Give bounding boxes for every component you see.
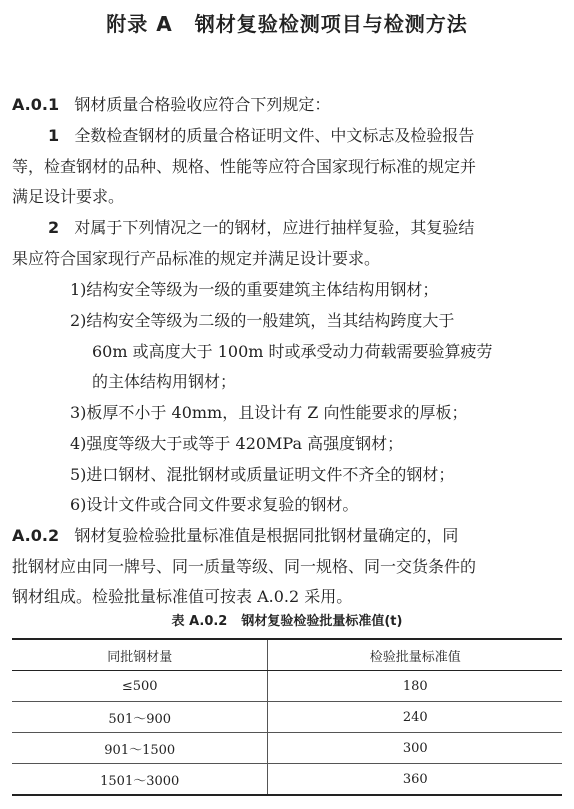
subitem-2-line-1 bbox=[70, 311, 454, 331]
subitem-number: 4) bbox=[70, 434, 87, 453]
subitem-text: 强度等级大于或等于 420MPa 高强度钢材； bbox=[86, 434, 404, 453]
subitem-number: 3) bbox=[70, 403, 87, 422]
subitem-number: 6) bbox=[70, 495, 87, 514]
cell-batch-quantity: ≤500 bbox=[12, 671, 268, 702]
cell-standard-value: 180 bbox=[268, 671, 562, 702]
table-row bbox=[12, 764, 562, 796]
table-title: 钢材复验检验批量标准值(t) bbox=[241, 614, 403, 629]
subitem-5 bbox=[70, 465, 454, 485]
cell-standard-value: 300 bbox=[268, 733, 562, 764]
item-text: 对属于下列情况之一的钢材，应进行抽样复验，其复验结 bbox=[74, 218, 475, 237]
item-1-line-2: 等，检查钢材的品种、规格、性能等应符合国家现行标准的规定并 bbox=[12, 157, 477, 176]
cell-standard-value: 240 bbox=[268, 702, 562, 733]
table-row bbox=[12, 702, 562, 733]
appendix-title bbox=[0, 8, 574, 37]
item-2-line-2: 果应符合国家现行产品标准的规定并满足设计要求。 bbox=[12, 249, 381, 268]
table-row bbox=[12, 671, 562, 702]
subitem-number: 2) bbox=[70, 311, 87, 330]
subitem-3 bbox=[70, 403, 468, 423]
header-batch-quantity: 同批钢材量 bbox=[12, 639, 268, 671]
subitem-number: 1) bbox=[70, 280, 87, 299]
clause-text: 钢材复验检验批量标准值是根据同批钢材量确定的，同 bbox=[74, 526, 459, 545]
item-2-line-1 bbox=[48, 218, 474, 238]
clause-a02-line-1 bbox=[12, 526, 458, 546]
item-1-line-1 bbox=[48, 126, 474, 146]
cell-batch-quantity: 901～1500 bbox=[12, 733, 268, 764]
clause-text: 钢材质量合格验收应符合下列规定： bbox=[74, 95, 331, 114]
subitem-2-line-2: 60m 或高度大于 100m 时或承受动力荷载需要验算疲劳 bbox=[92, 342, 493, 361]
item-number: 1 bbox=[48, 126, 60, 145]
table-row bbox=[12, 733, 562, 764]
clause-a01-heading bbox=[12, 95, 330, 115]
subitem-number: 5) bbox=[70, 465, 87, 484]
batch-standard-table bbox=[12, 638, 562, 796]
appendix-heading: 钢材复验检测项目与检测方法 bbox=[194, 12, 468, 36]
table-header-row bbox=[12, 639, 562, 671]
subitem-2-line-3: 的主体结构用钢材； bbox=[92, 372, 237, 391]
clause-a02-line-3: 钢材组成。检验批量标准值可按表 A.0.2 采用。 bbox=[12, 587, 353, 606]
subitem-text: 进口钢材、混批钢材或质量证明文件不齐全的钢材； bbox=[86, 465, 455, 484]
item-text: 全数检查钢材的质量合格证明文件、中文标志及检验报告 bbox=[74, 126, 475, 145]
header-standard-value: 检验批量标准值 bbox=[268, 639, 562, 671]
subitem-text: 结构安全等级为二级的一般建筑，当其结构跨度大于 bbox=[86, 311, 455, 330]
clause-number: A.0.2 bbox=[12, 526, 60, 545]
clause-a02-line-2: 批钢材应由同一牌号、同一质量等级、同一规格、同一交货条件的 bbox=[12, 557, 477, 576]
subitem-6 bbox=[70, 495, 358, 515]
cell-standard-value: 360 bbox=[268, 764, 562, 796]
appendix-label: 附录 A bbox=[106, 12, 173, 36]
subitem-text: 板厚不小于 40mm，且设计有 Z 向性能要求的厚板； bbox=[86, 403, 468, 422]
cell-batch-quantity: 501～900 bbox=[12, 702, 268, 733]
table-number: 表 A.0.2 bbox=[171, 614, 228, 629]
subitem-text: 结构安全等级为一级的重要建筑主体结构用钢材； bbox=[86, 280, 439, 299]
subitem-1 bbox=[70, 280, 438, 300]
table-caption bbox=[0, 610, 574, 629]
subitem-4 bbox=[70, 434, 403, 454]
item-number: 2 bbox=[48, 218, 60, 237]
clause-number: A.0.1 bbox=[12, 95, 60, 114]
cell-batch-quantity: 1501～3000 bbox=[12, 764, 268, 796]
subitem-text: 设计文件或合同文件要求复验的钢材。 bbox=[86, 495, 359, 514]
item-1-line-3: 满足设计要求。 bbox=[12, 187, 125, 206]
